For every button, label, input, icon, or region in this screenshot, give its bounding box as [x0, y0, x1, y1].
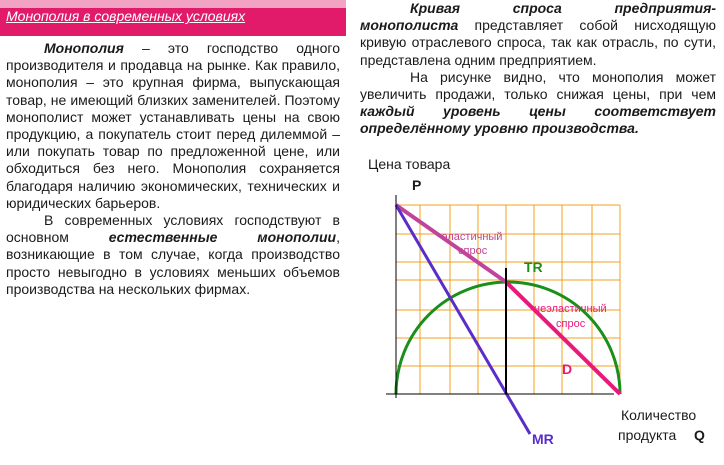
monopoly-definition-text: – это господство одного производителя и продавца на рынке. Как правило, монополия – это крупная фирма, выпускающая товар, не имеющий близких заменителей. Поэтому монополист может устанавливать цены на свою продукцию, а покупатель стоит перед дилеммой – или покупать товар по предложенной цене, или обходиться без него. Монополия сохраняется благодаря наличию экономических, технических и юридических барьеров.	[6, 40, 340, 211]
header-tab-strip	[0, 0, 346, 8]
section-header	[0, 0, 346, 36]
y-axis-title: Цена товара	[368, 156, 451, 172]
x-axis-title-line2: продукта	[618, 427, 677, 443]
elastic-label-line2: спрос	[458, 245, 488, 257]
demand-curve-text: представляет собой нисходящую кривую отраслевого спроса, так как отрасль, по сути, представлена одним предприятием.	[360, 17, 716, 68]
d-label: D	[562, 361, 573, 377]
elastic-demand-segment	[396, 205, 506, 282]
inelastic-label-line1: неэластичный	[534, 303, 607, 315]
price-level-text-start: На рисунке видно, что монополия может увеличить продажи, только снижая цены, при чем	[360, 68, 716, 103]
y-axis-symbol: P	[412, 177, 422, 193]
monopoly-definition-paragraph	[6, 40, 340, 212]
x-axis-title-line1: Количество	[621, 407, 697, 423]
inelastic-label-line2: спрос	[556, 318, 586, 330]
natural-monopoly-text-start: В современных условиях господствуют в основном	[6, 212, 340, 246]
demand-curve-term: Кривая спроса предприятия-монополиста	[360, 0, 716, 34]
left-text-column	[6, 40, 340, 298]
diagram-svg	[360, 150, 724, 460]
right-text-column	[360, 0, 716, 138]
mr-label: MR	[532, 431, 554, 447]
price-level-term: каждый уровень цены соответствует определённому уровню производства.	[360, 103, 716, 137]
elastic-label-line1: эластичный	[442, 231, 503, 243]
section-title: Монополия в современных условиях	[6, 8, 246, 24]
demand-curve-paragraph	[360, 0, 716, 69]
x-axis-symbol: Q	[694, 427, 705, 443]
monopoly-term: Монополия	[44, 40, 124, 56]
grid	[396, 205, 620, 394]
natural-monopoly-term: естественные монополии	[108, 229, 337, 246]
natural-monopoly-paragraph	[6, 212, 340, 298]
natural-monopoly-text-end: , возникающие в том случае, когда производство просто невыгодно в условиях меньших объемов производства на нескольких фирмах.	[6, 229, 340, 297]
tr-label: TR	[524, 259, 543, 275]
monopoly-demand-diagram	[360, 150, 724, 460]
price-level-paragraph	[360, 69, 716, 138]
